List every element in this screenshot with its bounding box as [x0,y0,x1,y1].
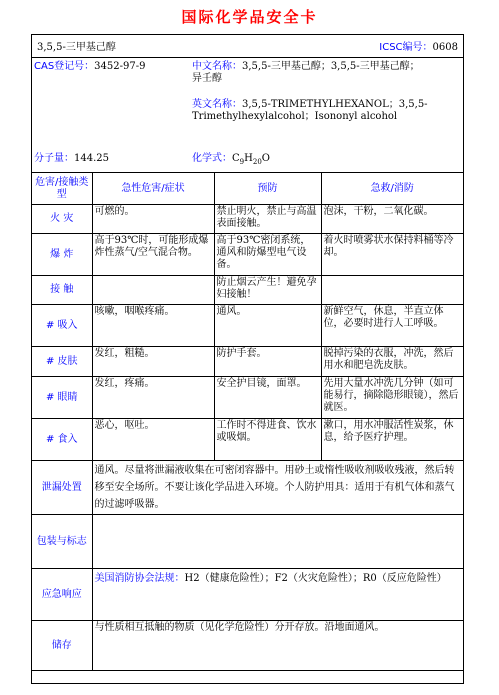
cn-label: 中文名称： [192,61,242,72]
row-label: 爆 炸 [32,234,92,276]
cn-value-2: 异壬醇 [192,73,222,84]
row-label: # 食入 [32,419,92,461]
table-row [32,234,463,276]
row-prevention: 防止烟云产生！避免孕妇接触！ [214,276,321,305]
row-prevention: 高于93℃密闭系统，通风和防爆型电气设备。 [214,234,321,276]
header-hazard: 急性危害/症状 [92,173,214,205]
en-label: 英文名称： [192,99,242,110]
header-prevention: 预防 [214,173,321,205]
row-firstaid: 脱掉污染的衣服，冲洗，然后用水和肥皂洗皮肤。 [321,347,463,377]
row-label: 接 触 [32,276,92,305]
spill-text: 通风。尽量将泄漏液收集在可密闭容器中。用砂土或惰性吸收剂吸收残液，然后转移至安全场所。不要让该化学品进入环境。个人防护用具：适用于有机气体和蒸气的过滤呼吸器。 [92,461,463,515]
table-row [32,276,463,305]
header-type: 危害/接触类型 [32,173,92,205]
packaging-text [92,515,463,569]
chinese-name [192,61,462,85]
row-hazard: 可燃的。 [92,205,214,234]
mw-value: 144.25 [74,153,109,164]
row-firstaid: 泡沫，干粉，二氧化碳。 [321,205,463,234]
card-title: 国际化学品安全卡 [181,8,318,26]
storage-text: 与性质相互抵触的物质（见化学危险性）分开存放。沿地面通风。 [92,621,463,671]
cas-number [34,61,145,73]
row-label: # 吸入 [32,305,92,347]
cn-value: 3,5,5-三甲基己醇；3,5,5-三甲基己醇； [242,61,420,72]
formula-o: O [261,153,270,164]
hazard-table [32,172,463,671]
emergency-prefix: 美国消防协会法规： [94,573,185,584]
formula-label: 化学式： [192,153,232,164]
emergency-body: H2（健康危险性）；F2（火灾危险性）；R0（反应危险性） [184,573,447,584]
table-row [32,205,463,234]
formula-c-sub: 9 [239,158,245,166]
table-row [32,305,463,347]
chemical-name: 3,5,5-三甲基己醇 [37,42,116,53]
icsc-number [379,42,458,54]
spill-label: 泄漏处置 [32,461,92,515]
row-firstaid: 先用大量水冲洗几分钟（如可能易行，摘除隐形眼镜），然后就医。 [321,377,463,419]
molecular-weight [34,153,109,165]
row-hazard [92,276,214,305]
formula-c: C [232,153,240,164]
row-firstaid: 新鲜空气，休息，半直立体位，必要时进行人工呼吸。 [321,305,463,347]
storage-row [32,621,463,671]
row-label: # 眼睛 [32,377,92,419]
formula-h: H [244,153,253,164]
row-hazard: 咳嗽，咽喉疼痛。 [92,305,214,347]
emergency-row [32,569,463,621]
en-value: 3,5,5-TRIMETHYLHEXANOL；3,5,5- [242,99,428,110]
row-prevention: 禁止明火，禁止与高温表面接触。 [214,205,321,234]
row-prevention: 安全护目镜，面罩。 [214,377,321,419]
cas-label: CAS登记号： [34,61,95,72]
chemical-formula [192,153,270,168]
icsc-value: 0608 [432,42,458,53]
cas-value: 3452-97-9 [94,61,146,72]
row-hazard: 恶心，呕吐。 [92,419,214,461]
icsc-label: ICSC编号： [379,42,433,53]
row-firstaid [321,276,463,305]
emergency-label: 应急响应 [32,569,92,621]
row-prevention: 通风。 [214,305,321,347]
row-label: 火 灾 [32,205,92,234]
row-firstaid: 着火时喷雾状水保持料桶等冷却。 [321,234,463,276]
en-value-2: Trimethylhexylalcohol；Isononyl alcohol [192,111,398,122]
row-hazard: 发红，粗糙。 [92,347,214,377]
packaging-row [32,515,463,569]
header-firstaid: 急救/消防 [321,173,463,205]
table-row [32,347,463,377]
table-header-row [32,173,463,205]
row-prevention: 防护手套。 [214,347,321,377]
emergency-text [92,569,463,621]
table-row [32,419,463,461]
table-row [32,377,463,419]
divider [32,57,463,58]
mw-label: 分子量： [34,153,74,164]
row-prevention: 工作时不得进食、饮水或吸烟。 [214,419,321,461]
row-firstaid: 漱口，用水冲服活性炭浆，休息，给予医疗护理。 [321,419,463,461]
row-hazard: 发红，疼痛。 [92,377,214,419]
spill-row [32,461,463,515]
packaging-label: 包装与标志 [32,515,92,569]
row-hazard: 高于93℃时，可能形成爆炸性蒸气/空气混合物。 [92,234,214,276]
formula-h-sub: 20 [252,158,262,166]
row-label: # 皮肤 [32,347,92,377]
safety-card [31,34,464,684]
storage-label: 储存 [32,621,92,671]
english-name [192,99,462,123]
